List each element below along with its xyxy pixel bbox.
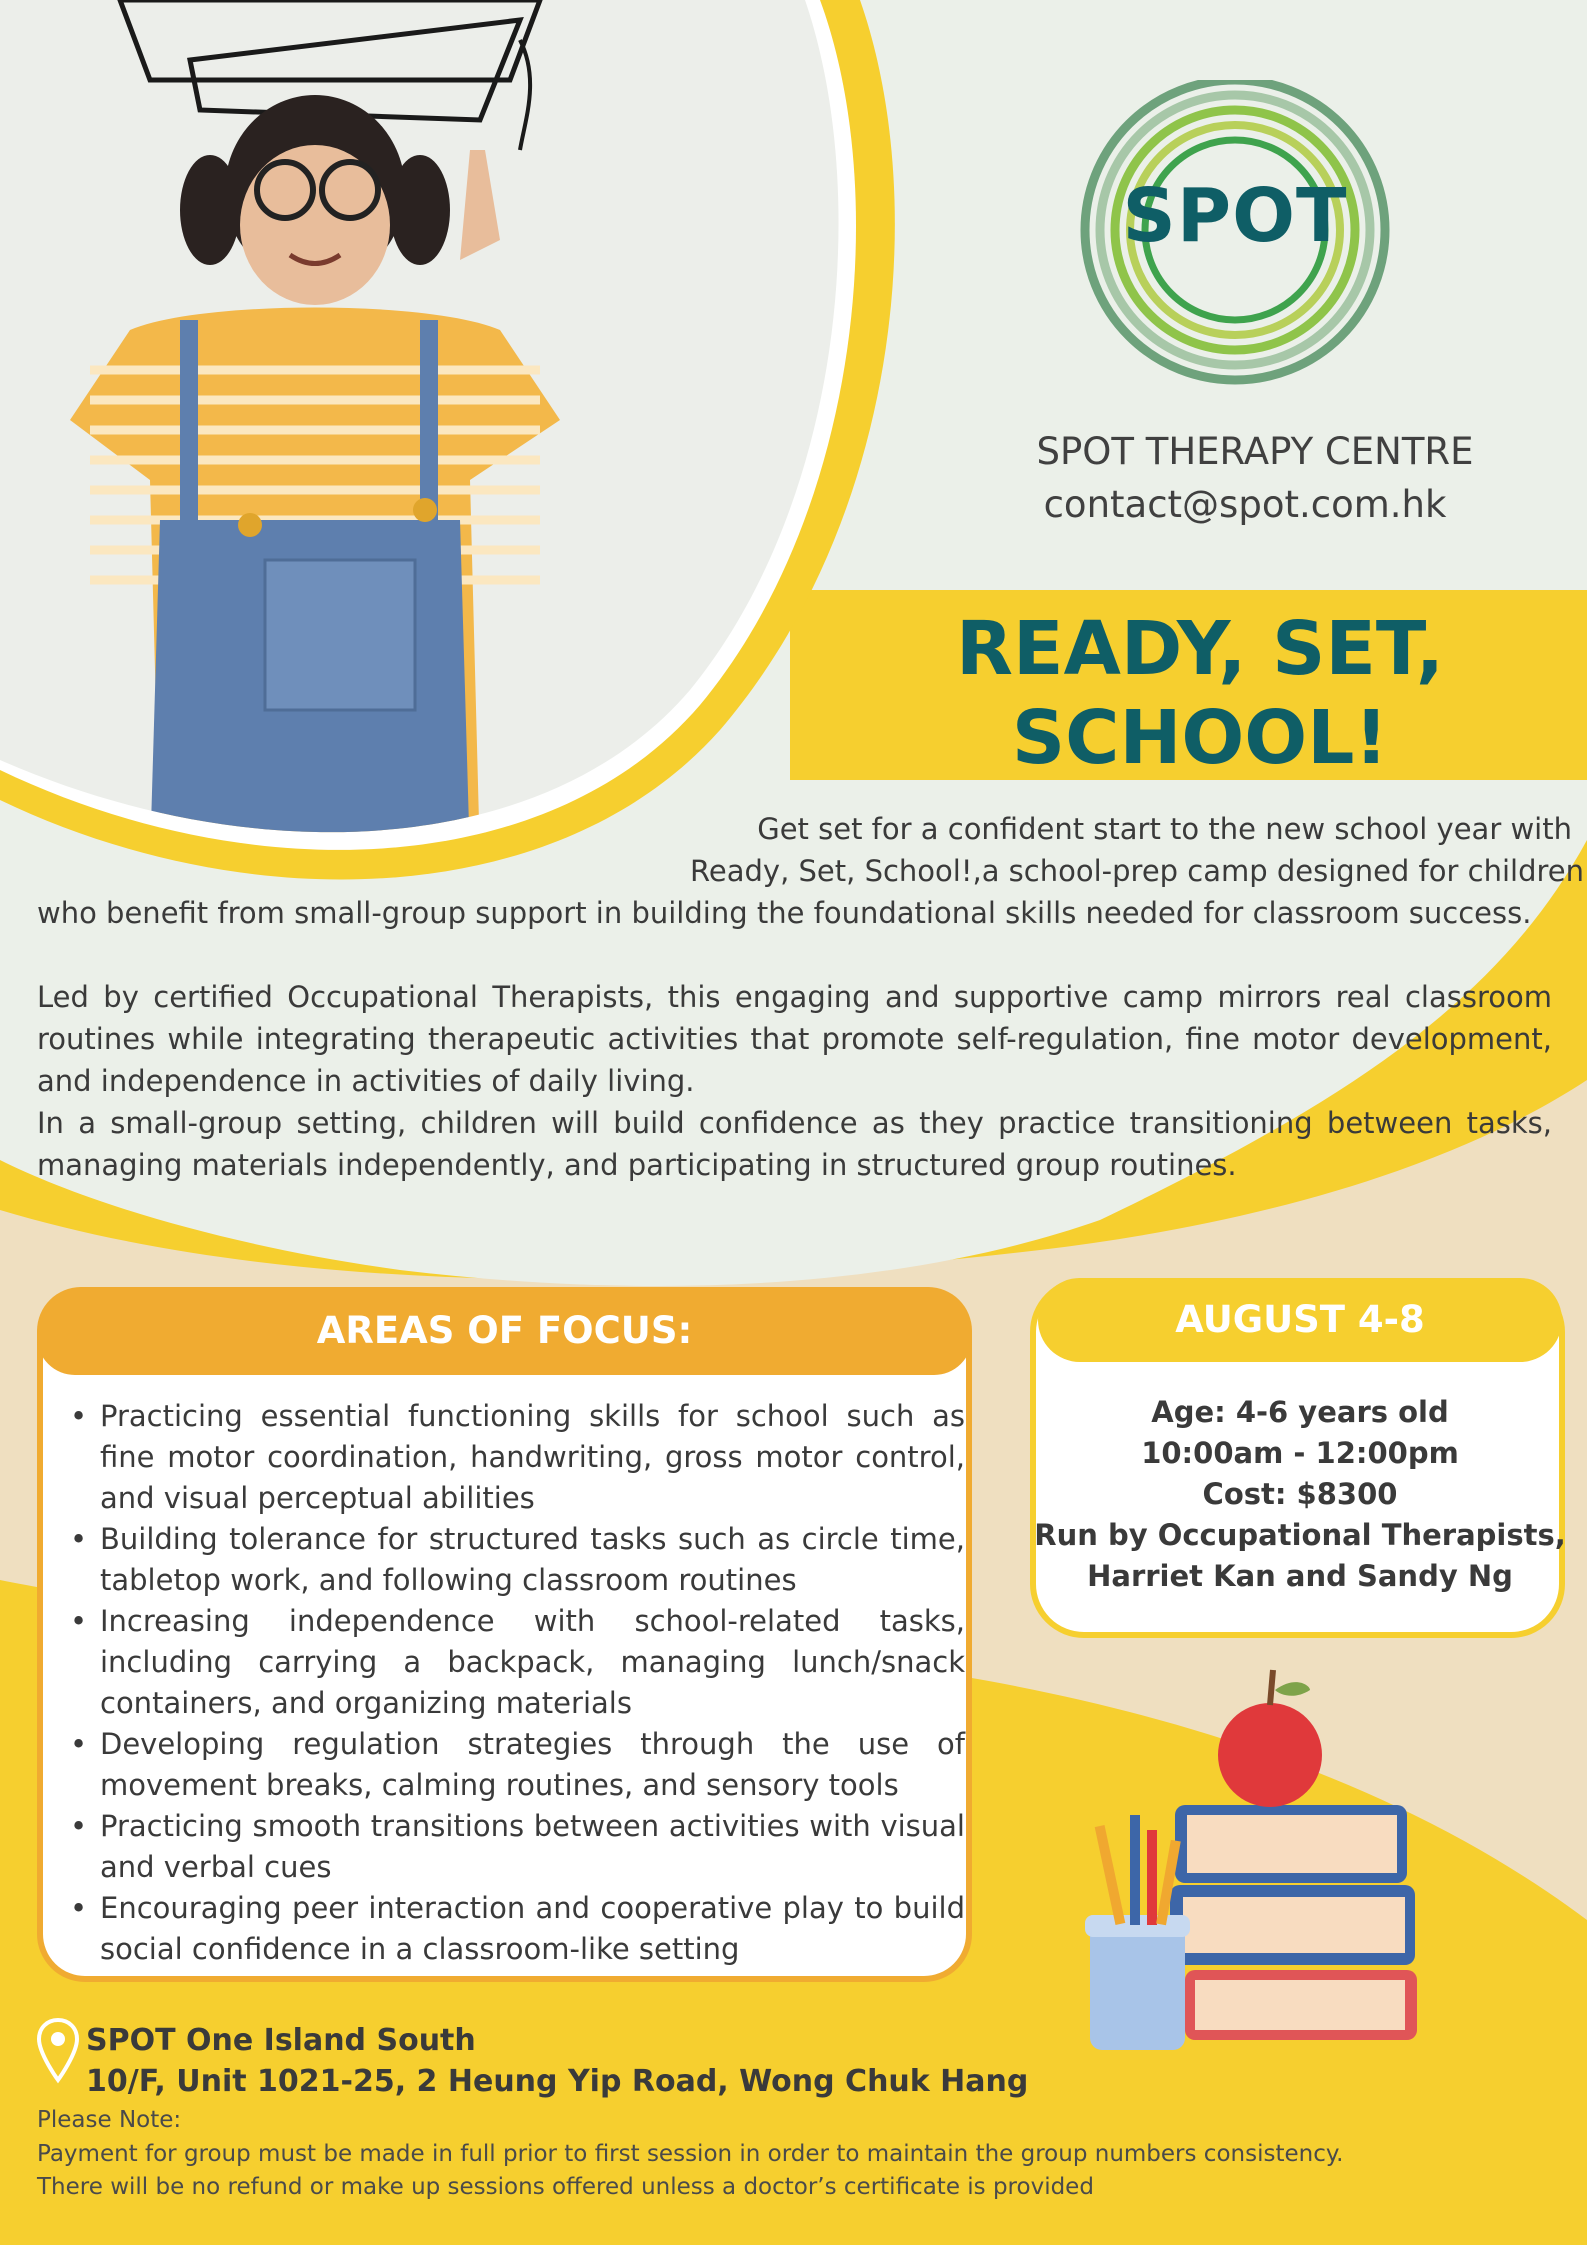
logo-wordmark: SPOT [1122,173,1348,259]
books-apple-illustration [1085,1665,1430,2060]
focus-item: • Practicing smooth transitions between activities with visual and verbal cues [70,1806,965,1888]
focus-item: • Building tolerance for structured tasks such as circle time, tabletop work, and following classroom routines [70,1519,965,1601]
title-line-2: SCHOOL! [1011,694,1389,781]
date-heading: AUGUST 4-8 [1038,1278,1562,1362]
details-body [1030,1392,1570,1597]
run-by-line-1: Run by Occupational Therapists, [1034,1518,1566,1552]
intro-paragraph-1-rest: who benefit from small-group support in building the foundational skills needed for classroom success. [37,896,1532,930]
title-line-1: READY, SET, [956,606,1444,692]
focus-item: • Increasing independence with school-related tasks, including carrying a backpack, managing lunch/snack containers, and organizing materials [70,1601,965,1724]
map-pin-icon [37,2018,79,2086]
intro-paragraph-3: In a small-group setting, children will build confidence as they practice transitioning between tasks, managing materials independently, and participating in structured group routines. [37,1106,1552,1182]
cost: Cost: $8300 [1202,1477,1398,1511]
session-time: 10:00am - 12:00pm [1141,1436,1459,1470]
location-address: 10/F, Unit 1021-25, 2 Heung Yip Road, Wong Chuk Hang [86,2064,1029,2099]
intro-line-2: Ready, Set, School!,a school-prep camp designed for children [690,854,1584,888]
note-label: Please Note: [37,2107,182,2133]
focus-list [70,1396,965,1970]
organization-name: SPOT THERAPY CENTRE [1036,430,1474,473]
focus-item: • Encouraging peer interaction and cooperative play to build social confidence in a classroom-like setting [70,1888,965,1970]
note-line-1: Payment for group must be made in full prior to first session in order to maintain the group numbers consistency. [37,2141,1344,2167]
note-line-2: There will be no refund or make up sessions offered unless a doctor’s certificate is provided [37,2174,1094,2200]
intro-line-1: Get set for a confident start to the new school year with [757,812,1572,846]
intro-paragraph-2: Led by certified Occupational Therapists, this engaging and supportive camp mirrors real classroom routines while integrating therapeutic activities that promote self-regulation, fine motor development, and independence in activities of daily living. [37,980,1552,1098]
run-by-line-2: Harriet Kan and Sandy Ng [1087,1559,1513,1593]
age-range: Age: 4-6 years old [1151,1395,1449,1429]
focus-item: • Practicing essential functioning skills for school such as fine motor coordination, handwriting, gross motor control, and visual perceptual abilities [70,1396,965,1519]
organization-email[interactable]: contact@spot.com.hk [1043,483,1447,526]
location-name: SPOT One Island South [86,2023,476,2058]
page-title [880,605,1520,783]
focus-item: • Developing regulation strategies through the use of movement breaks, calming routines, and sensory tools [70,1724,965,1806]
child-photo [0,0,880,860]
focus-heading: AREAS OF FOCUS: [37,1287,972,1375]
